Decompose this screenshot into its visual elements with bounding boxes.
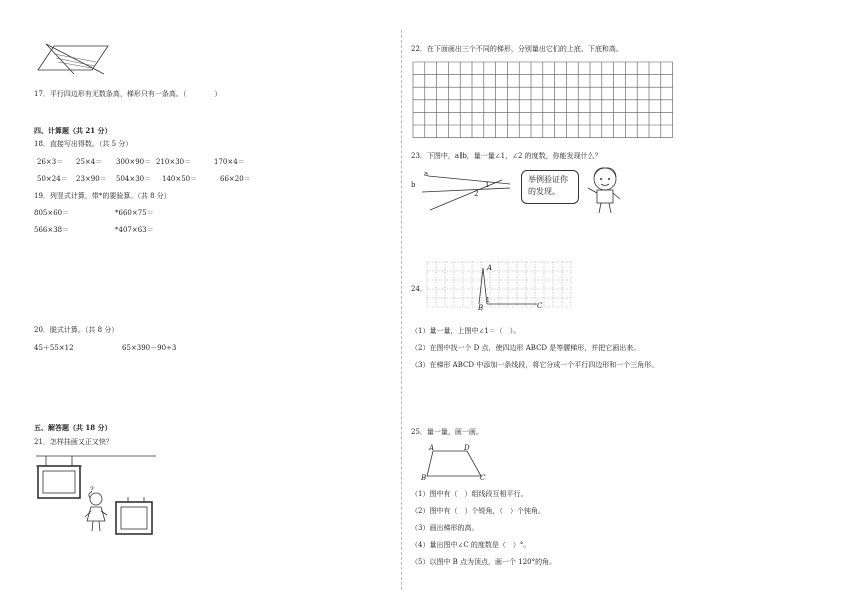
question-25-item: （3）画出梯形的高。 [411, 524, 479, 532]
angle-label-1: 1 [485, 181, 490, 189]
calc-item: 170×4＝ [214, 158, 245, 166]
angle-figure [427, 262, 577, 312]
angle-label-1: 1 [486, 297, 490, 304]
calc-item: 25×4＝ [76, 158, 103, 166]
boy-figure [584, 166, 624, 216]
vertical-calc-item: 566×38＝ [34, 226, 70, 234]
calc-item: 66×20＝ [220, 175, 251, 183]
question-20-title: 20．脱式计算。（共 8 分） [34, 326, 119, 334]
calc-item: 50×24＝ [37, 175, 68, 183]
calc-item: 300×90＝ [116, 158, 152, 166]
column-divider [401, 30, 402, 590]
question-25-item: （1）图中有（ ）组线段互相平行。 [411, 490, 528, 498]
section-4-heading: 四、计算题（共 21 分） [34, 126, 112, 135]
angle-label-2: 2 [474, 190, 479, 198]
vertical-calc-item: *407×63＝ [115, 226, 154, 234]
line-label-a: a [424, 170, 429, 178]
section-5-heading: 五、解答题（共 18 分） [34, 423, 112, 432]
vertex-label-A: A [429, 444, 435, 452]
point-label-B: B [478, 304, 484, 312]
calc-item: 504×30＝ [116, 175, 152, 183]
question-25-item: （4）量出图中∠C 的度数是（ ）°。 [411, 541, 531, 549]
question-25-item: （2）图中有（ ）个锐角，（ ）个钝角。 [411, 507, 545, 515]
vertex-label-C: C [480, 474, 486, 482]
question-24-item: （1）量一量，上图中∠1＝（ ）。 [411, 327, 521, 335]
question-mark: ? [90, 486, 94, 494]
question-25: 25．量一量，画一画。 [411, 428, 483, 436]
square-grid [413, 62, 673, 142]
bubble-line: 举例验证你 [528, 175, 568, 184]
point-label-A: A [487, 264, 493, 272]
question-25-item: （5）以图中 B 点为顶点，画一个 120°的角。 [411, 558, 557, 566]
girl-figure [83, 489, 113, 537]
calc-item: 210×30＝ [156, 158, 192, 166]
vertex-label-D: D [464, 444, 470, 452]
line-label-b: b [411, 181, 416, 189]
question-19-title: 19．列竖式计算，带*的要验算。（共 8 分） [34, 192, 171, 200]
question-17: 17．平行四边形有无数条高，梯形只有一条高。（ ） [34, 90, 222, 98]
question-24-item: （3）在梯形 ABCD 中添加一条线段，将它分成一个平行四边形和一个三角形。 [411, 361, 659, 369]
calc-item: 26×3＝ [37, 158, 64, 166]
question-18-title: 18．直接写出得数。（共 5 分） [34, 140, 133, 148]
calc-item: 23×90＝ [76, 175, 107, 183]
question-24-item: （2）在图中找一个 D 点，使四边形 ABCD 是等腰梯形，并把它画出来。 [411, 344, 641, 352]
speech-bubble [521, 170, 579, 204]
vertical-calc-item: 805×60＝ [34, 209, 70, 217]
parallelogram-figure [34, 40, 114, 80]
expression-item: 65×390－90÷3 [122, 344, 177, 352]
vertex-label-B: B [421, 474, 427, 482]
bubble-line: 的发现。 [528, 187, 560, 196]
question-22: 22．在下面画出三个不同的梯形，分别量出它们的上底、下底和高。 [411, 45, 623, 53]
question-23: 23．下图中，a∥b，量一量∠1，∠2 的度数，你能发现什么？ [411, 152, 602, 160]
calc-item: 140×50＝ [162, 175, 198, 183]
point-label-C: C [537, 302, 543, 310]
question-24: 24． [411, 285, 427, 293]
question-21: 21．怎样挂画又正又快？ [34, 438, 113, 446]
expression-item: 45＋55×12 [34, 344, 74, 352]
vertical-calc-item: *660×75＝ [115, 209, 154, 217]
